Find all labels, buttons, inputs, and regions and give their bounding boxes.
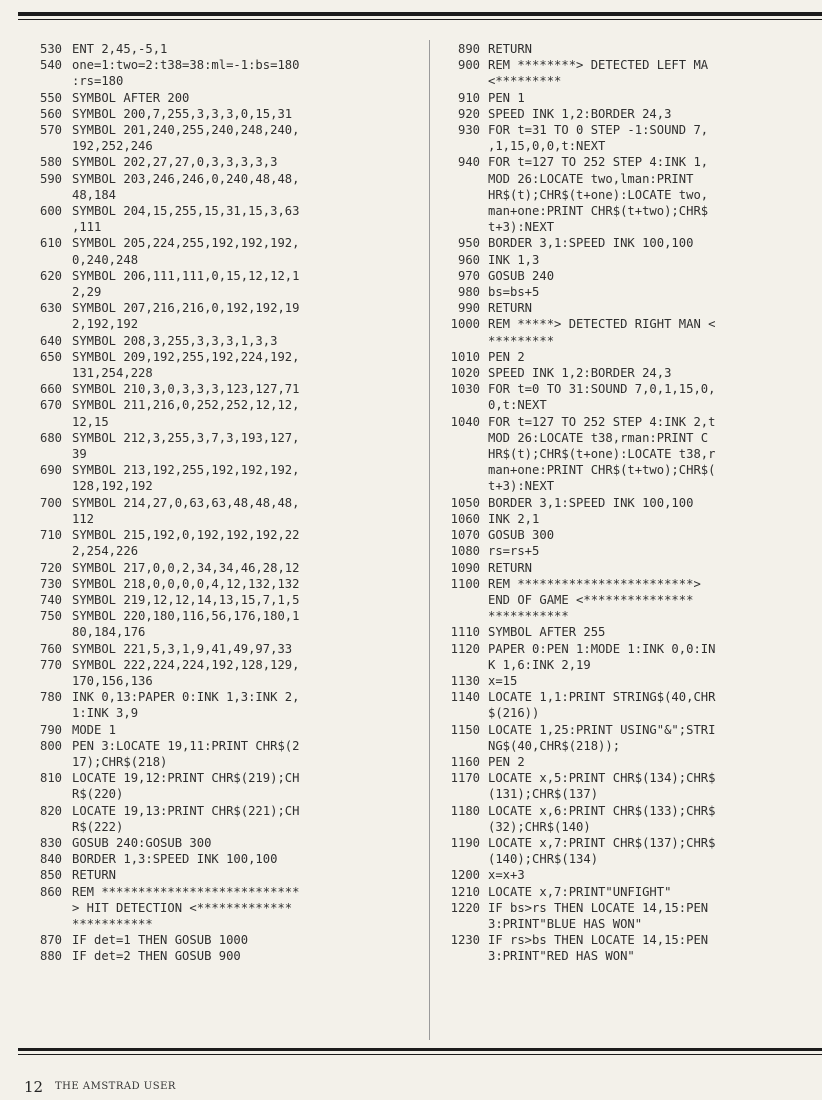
code-text: FOR t=31 TO 0 STEP -1:SOUND 7,: [488, 123, 709, 138]
line-number: 1090: [450, 560, 480, 575]
code-continuation: (32);CHR$(140): [488, 819, 591, 834]
code-text: SYMBOL 208,3,255,3,3,3,1,3,3: [72, 333, 278, 348]
code-continuation: 3:PRINT"RED HAS WON": [488, 949, 635, 964]
code-continuation: ,1,15,0,0,t:NEXT: [488, 139, 606, 154]
code-continuation: 80,184,176: [72, 625, 146, 640]
code-line: [20, 560, 420, 576]
code-text: LOCATE x,5:PRINT CHR$(134);CHR$: [488, 771, 716, 786]
code-line: [20, 608, 420, 624]
code-continuation: (140);CHR$(134): [488, 852, 599, 867]
code-text: RETURN: [488, 301, 533, 316]
code-continuation: END OF GAME <***************: [488, 592, 694, 607]
listing-column-left: [20, 41, 420, 965]
code-continuation: 131,254,228: [72, 366, 153, 381]
code-text: SYMBOL 221,5,3,1,9,41,49,97,33: [72, 641, 293, 656]
line-number: 860: [39, 884, 62, 899]
code-line: [432, 932, 822, 948]
line-number: 720: [39, 560, 62, 575]
code-text: MODE 1: [72, 722, 117, 737]
code-line: [432, 252, 822, 268]
code-text: LOCATE 1,1:PRINT STRING$(40,CHR: [488, 690, 716, 705]
code-text: REM *****> DETECTED RIGHT MAN <: [488, 317, 716, 332]
code-line: [20, 203, 420, 219]
code-line: [432, 381, 822, 397]
line-number: 1180: [450, 803, 480, 818]
line-number: 1100: [450, 576, 480, 591]
line-number: 1030: [450, 382, 480, 397]
code-continuation: K 1,6:INK 2,19: [488, 657, 591, 672]
line-number: 1210: [450, 884, 480, 899]
code-line: [432, 154, 822, 170]
code-text: SYMBOL 202,27,27,0,3,3,3,3,3: [72, 155, 278, 170]
code-line: [432, 560, 822, 576]
line-number: 1230: [450, 933, 480, 948]
code-text: LOCATE 19,13:PRINT CHR$(221);CH: [72, 803, 300, 818]
line-number: 1190: [450, 835, 480, 850]
code-line: [432, 884, 822, 900]
code-continuation: 12,15: [72, 414, 109, 429]
line-number: 610: [39, 236, 62, 251]
code-line: [432, 414, 822, 430]
code-continuation: t+3):NEXT: [488, 479, 555, 494]
code-continuation: (131);CHR$(137): [488, 787, 599, 802]
line-number: 1020: [450, 366, 480, 381]
code-line: [432, 835, 822, 851]
code-continuation: MOD 26:LOCATE t38,rman:PRINT C: [488, 430, 709, 445]
line-number: 680: [39, 430, 62, 445]
bottom-rule-thick: [18, 1048, 822, 1051]
code-line: [20, 495, 420, 511]
line-number: 780: [39, 690, 62, 705]
code-text: RETURN: [488, 42, 533, 56]
line-number: 650: [39, 349, 62, 364]
code-line: [432, 495, 822, 511]
line-number: 770: [39, 657, 62, 672]
code-line: [432, 300, 822, 316]
code-line: [432, 41, 822, 57]
code-text: PEN 1: [488, 90, 525, 105]
code-text: LOCATE 19,12:PRINT CHR$(219);CH: [72, 771, 300, 786]
code-text: SYMBOL 207,216,216,0,192,192,19: [72, 301, 300, 316]
line-number: 880: [39, 949, 62, 964]
code-text: GOSUB 300: [488, 528, 555, 543]
line-number: 940: [457, 155, 480, 170]
code-line: [20, 527, 420, 543]
line-number: 1160: [450, 754, 480, 769]
line-number: 710: [39, 528, 62, 543]
code-line: [432, 268, 822, 284]
code-line: [432, 754, 822, 770]
line-number: 540: [39, 58, 62, 73]
code-text: GOSUB 240: [488, 268, 555, 283]
line-number: 810: [39, 771, 62, 786]
code-continuation: 2,192,192: [72, 317, 139, 332]
code-line: [432, 106, 822, 122]
line-number: 830: [39, 835, 62, 850]
code-line: [20, 641, 420, 657]
code-line: [20, 90, 420, 106]
code-text: RETURN: [72, 868, 117, 883]
line-number: 740: [39, 592, 62, 607]
code-continuation: 128,192,192: [72, 479, 153, 494]
line-number: 840: [39, 852, 62, 867]
line-number: 590: [39, 171, 62, 186]
line-number: 900: [457, 58, 480, 73]
line-number: 690: [39, 463, 62, 478]
code-text: SYMBOL 214,27,0,63,63,48,48,48,: [72, 495, 300, 510]
code-continuation: :rs=180: [72, 74, 124, 89]
code-text: SYMBOL 206,111,111,0,15,12,12,1: [72, 268, 300, 283]
code-line: [20, 106, 420, 122]
line-number: 970: [457, 268, 480, 283]
code-line: [20, 689, 420, 705]
line-number: 760: [39, 641, 62, 656]
code-continuation: <*********: [488, 74, 562, 89]
code-line: [20, 948, 420, 964]
code-text: REM ********> DETECTED LEFT MA: [488, 58, 709, 73]
code-continuation: 0,t:NEXT: [488, 398, 547, 413]
code-text: bs=bs+5: [488, 285, 540, 300]
code-continuation: 48,184: [72, 187, 117, 202]
code-text: SYMBOL 222,224,224,192,128,129,: [72, 657, 300, 672]
code-text: LOCATE 1,25:PRINT USING"&";STRI: [488, 722, 716, 737]
line-number: 800: [39, 738, 62, 753]
code-line: [432, 722, 822, 738]
line-number: 1150: [450, 722, 480, 737]
code-line: [432, 316, 822, 332]
code-continuation: ***********: [488, 609, 569, 624]
code-text: IF det=2 THEN GOSUB 900: [72, 949, 241, 964]
code-continuation: ,111: [72, 220, 102, 235]
code-line: [432, 900, 822, 916]
line-number: 1010: [450, 349, 480, 364]
code-line: [432, 543, 822, 559]
code-line: [432, 576, 822, 592]
code-continuation: R$(220): [72, 787, 124, 802]
code-text: SPEED INK 1,2:BORDER 24,3: [488, 366, 672, 381]
code-text: FOR t=127 TO 252 STEP 4:INK 2,t: [488, 414, 716, 429]
code-line: [432, 770, 822, 786]
code-text: IF bs>rs THEN LOCATE 14,15:PEN: [488, 900, 709, 915]
code-text: x=x+3: [488, 868, 525, 883]
code-text: SYMBOL 201,240,255,240,248,240,: [72, 123, 300, 138]
code-continuation: 170,156,136: [72, 673, 153, 688]
code-text: BORDER 3,1:SPEED INK 100,100: [488, 236, 694, 251]
code-text: SYMBOL 217,0,0,2,34,34,46,28,12: [72, 560, 300, 575]
code-line: [20, 430, 420, 446]
code-line: [432, 624, 822, 640]
line-number: 600: [39, 204, 62, 219]
code-line: [20, 851, 420, 867]
code-text: REM ***************************: [72, 884, 300, 899]
code-line: [432, 641, 822, 657]
code-text: SYMBOL AFTER 200: [72, 90, 190, 105]
code-continuation: *********: [488, 333, 555, 348]
code-continuation: 39: [72, 447, 87, 462]
code-line: [20, 803, 420, 819]
code-line: [20, 300, 420, 316]
publication-name: THE AMSTRAD USER: [55, 1081, 176, 1092]
code-line: [20, 592, 420, 608]
line-number: 950: [457, 236, 480, 251]
code-continuation: NG$(40,CHR$(218));: [488, 738, 621, 753]
line-number: 910: [457, 90, 480, 105]
code-text: FOR t=0 TO 31:SOUND 7,0,1,15,0,: [488, 382, 716, 397]
code-line: [20, 576, 420, 592]
code-line: [432, 527, 822, 543]
code-line: [432, 803, 822, 819]
code-text: BORDER 3,1:SPEED INK 100,100: [488, 495, 694, 510]
code-text: INK 0,13:PAPER 0:INK 1,3:INK 2,: [72, 690, 300, 705]
code-continuation: man+one:PRINT CHR$(t+two);CHR$: [488, 204, 709, 219]
code-line: [432, 365, 822, 381]
code-text: SYMBOL 200,7,255,3,3,3,0,15,31: [72, 106, 293, 121]
line-number: 890: [457, 42, 480, 56]
code-line: [20, 738, 420, 754]
code-text: LOCATE x,7:PRINT"UNFIGHT": [488, 884, 672, 899]
code-continuation: 0,240,248: [72, 252, 139, 267]
code-line: [20, 835, 420, 851]
line-number: 1070: [450, 528, 480, 543]
line-number: 580: [39, 155, 62, 170]
line-number: 640: [39, 333, 62, 348]
code-line: [20, 333, 420, 349]
line-number: 1050: [450, 495, 480, 510]
line-number: 530: [39, 42, 62, 56]
code-continuation: 2,254,226: [72, 544, 139, 559]
code-continuation: HR$(t);CHR$(t+one):LOCATE t38,r: [488, 447, 716, 462]
code-line: [20, 154, 420, 170]
code-continuation: $(216)): [488, 706, 540, 721]
column-divider: [429, 40, 430, 1040]
code-line: [432, 867, 822, 883]
code-text: IF det=1 THEN GOSUB 1000: [72, 933, 249, 948]
code-text: INK 2,1: [488, 511, 540, 526]
code-continuation: ***********: [72, 916, 153, 931]
top-rule-thin: [18, 19, 822, 20]
code-text: SYMBOL AFTER 255: [488, 625, 606, 640]
line-number: 790: [39, 722, 62, 737]
code-text: SYMBOL 204,15,255,15,31,15,3,63: [72, 204, 300, 219]
code-text: RETURN: [488, 560, 533, 575]
code-continuation: > HIT DETECTION <*************: [72, 900, 293, 915]
code-text: SYMBOL 218,0,0,0,0,4,12,132,132: [72, 576, 300, 591]
code-line: [20, 932, 420, 948]
code-line: [20, 462, 420, 478]
code-text: SYMBOL 211,216,0,252,252,12,12,: [72, 398, 300, 413]
code-line: [432, 284, 822, 300]
code-text: SYMBOL 212,3,255,3,7,3,193,127,: [72, 430, 300, 445]
code-continuation: 112: [72, 511, 95, 526]
line-number: 1170: [450, 771, 480, 786]
code-line: [20, 41, 420, 57]
line-number: 1140: [450, 690, 480, 705]
code-line: [20, 57, 420, 73]
code-continuation: HR$(t);CHR$(t+one):LOCATE two,: [488, 187, 709, 202]
code-continuation: t+3):NEXT: [488, 220, 555, 235]
code-text: PEN 2: [488, 754, 525, 769]
line-number: 1110: [450, 625, 480, 640]
code-line: [20, 122, 420, 138]
code-text: SYMBOL 210,3,0,3,3,3,123,127,71: [72, 382, 300, 397]
line-number: 980: [457, 285, 480, 300]
code-text: BORDER 1,3:SPEED INK 100,100: [72, 852, 278, 867]
line-number: 1120: [450, 641, 480, 656]
code-line: [20, 657, 420, 673]
code-text: SPEED INK 1,2:BORDER 24,3: [488, 106, 672, 121]
line-number: 820: [39, 803, 62, 818]
line-number: 1000: [450, 317, 480, 332]
code-text: SYMBOL 203,246,246,0,240,48,48,: [72, 171, 300, 186]
code-text: LOCATE x,6:PRINT CHR$(133);CHR$: [488, 803, 716, 818]
line-number: 670: [39, 398, 62, 413]
line-number: 960: [457, 252, 480, 267]
code-line: [20, 397, 420, 413]
code-continuation: 2,29: [72, 285, 102, 300]
code-text: ENT 2,45,-5,1: [72, 42, 168, 56]
code-line: [432, 511, 822, 527]
code-line: [20, 235, 420, 251]
listing-column-right: [432, 41, 822, 965]
line-number: 1200: [450, 868, 480, 883]
page-number: 12: [24, 1078, 44, 1096]
line-number: 930: [457, 123, 480, 138]
code-line: [20, 770, 420, 786]
code-text: SYMBOL 215,192,0,192,192,192,22: [72, 528, 300, 543]
code-continuation: 192,252,246: [72, 139, 153, 154]
code-line: [20, 884, 420, 900]
code-text: PEN 2: [488, 349, 525, 364]
code-text: SYMBOL 219,12,12,14,13,15,7,1,5: [72, 592, 300, 607]
code-line: [432, 90, 822, 106]
code-text: FOR t=127 TO 252 STEP 4:INK 1,: [488, 155, 709, 170]
code-text: REM ************************>: [488, 576, 701, 591]
line-number: 750: [39, 609, 62, 624]
line-number: 920: [457, 106, 480, 121]
line-number: 1220: [450, 900, 480, 915]
line-number: 630: [39, 301, 62, 316]
line-number: 570: [39, 123, 62, 138]
line-number: 560: [39, 106, 62, 121]
line-number: 1060: [450, 511, 480, 526]
line-number: 990: [457, 301, 480, 316]
code-text: x=15: [488, 673, 518, 688]
code-continuation: MOD 26:LOCATE two,lman:PRINT: [488, 171, 694, 186]
code-text: INK 1,3: [488, 252, 540, 267]
line-number: 1040: [450, 414, 480, 429]
code-continuation: 17);CHR$(218): [72, 754, 168, 769]
code-text: PAPER 0:PEN 1:MODE 1:INK 0,0:IN: [488, 641, 716, 656]
code-line: [20, 268, 420, 284]
code-text: PEN 3:LOCATE 19,11:PRINT CHR$(2: [72, 738, 300, 753]
code-continuation: R$(222): [72, 819, 124, 834]
code-line: [432, 349, 822, 365]
code-text: IF rs>bs THEN LOCATE 14,15:PEN: [488, 933, 709, 948]
code-line: [20, 867, 420, 883]
line-number: 660: [39, 382, 62, 397]
code-line: [20, 381, 420, 397]
code-text: LOCATE x,7:PRINT CHR$(137);CHR$: [488, 835, 716, 850]
line-number: 1130: [450, 673, 480, 688]
code-text: SYMBOL 205,224,255,192,192,192,: [72, 236, 300, 251]
code-continuation: man+one:PRINT CHR$(t+two);CHR$(: [488, 463, 716, 478]
bottom-rule-thin: [18, 1054, 822, 1055]
line-number: 730: [39, 576, 62, 591]
code-continuation: 1:INK 3,9: [72, 706, 139, 721]
line-number: 620: [39, 268, 62, 283]
code-line: [432, 235, 822, 251]
code-text: SYMBOL 213,192,255,192,192,192,: [72, 463, 300, 478]
line-number: 1080: [450, 544, 480, 559]
code-line: [432, 673, 822, 689]
code-line: [20, 722, 420, 738]
top-rule-thick: [18, 12, 822, 16]
line-number: 700: [39, 495, 62, 510]
line-number: 870: [39, 933, 62, 948]
code-line: [20, 171, 420, 187]
code-text: SYMBOL 209,192,255,192,224,192,: [72, 349, 300, 364]
code-line: [432, 122, 822, 138]
code-line: [432, 57, 822, 73]
code-text: one=1:two=2:t38=38:ml=-1:bs=180: [72, 58, 300, 73]
code-continuation: 3:PRINT"BLUE HAS WON": [488, 916, 643, 931]
line-number: 550: [39, 90, 62, 105]
code-text: SYMBOL 220,180,116,56,176,180,1: [72, 609, 300, 624]
code-text: GOSUB 240:GOSUB 300: [72, 835, 212, 850]
line-number: 850: [39, 868, 62, 883]
code-line: [20, 349, 420, 365]
code-text: rs=rs+5: [488, 544, 540, 559]
code-line: [432, 689, 822, 705]
